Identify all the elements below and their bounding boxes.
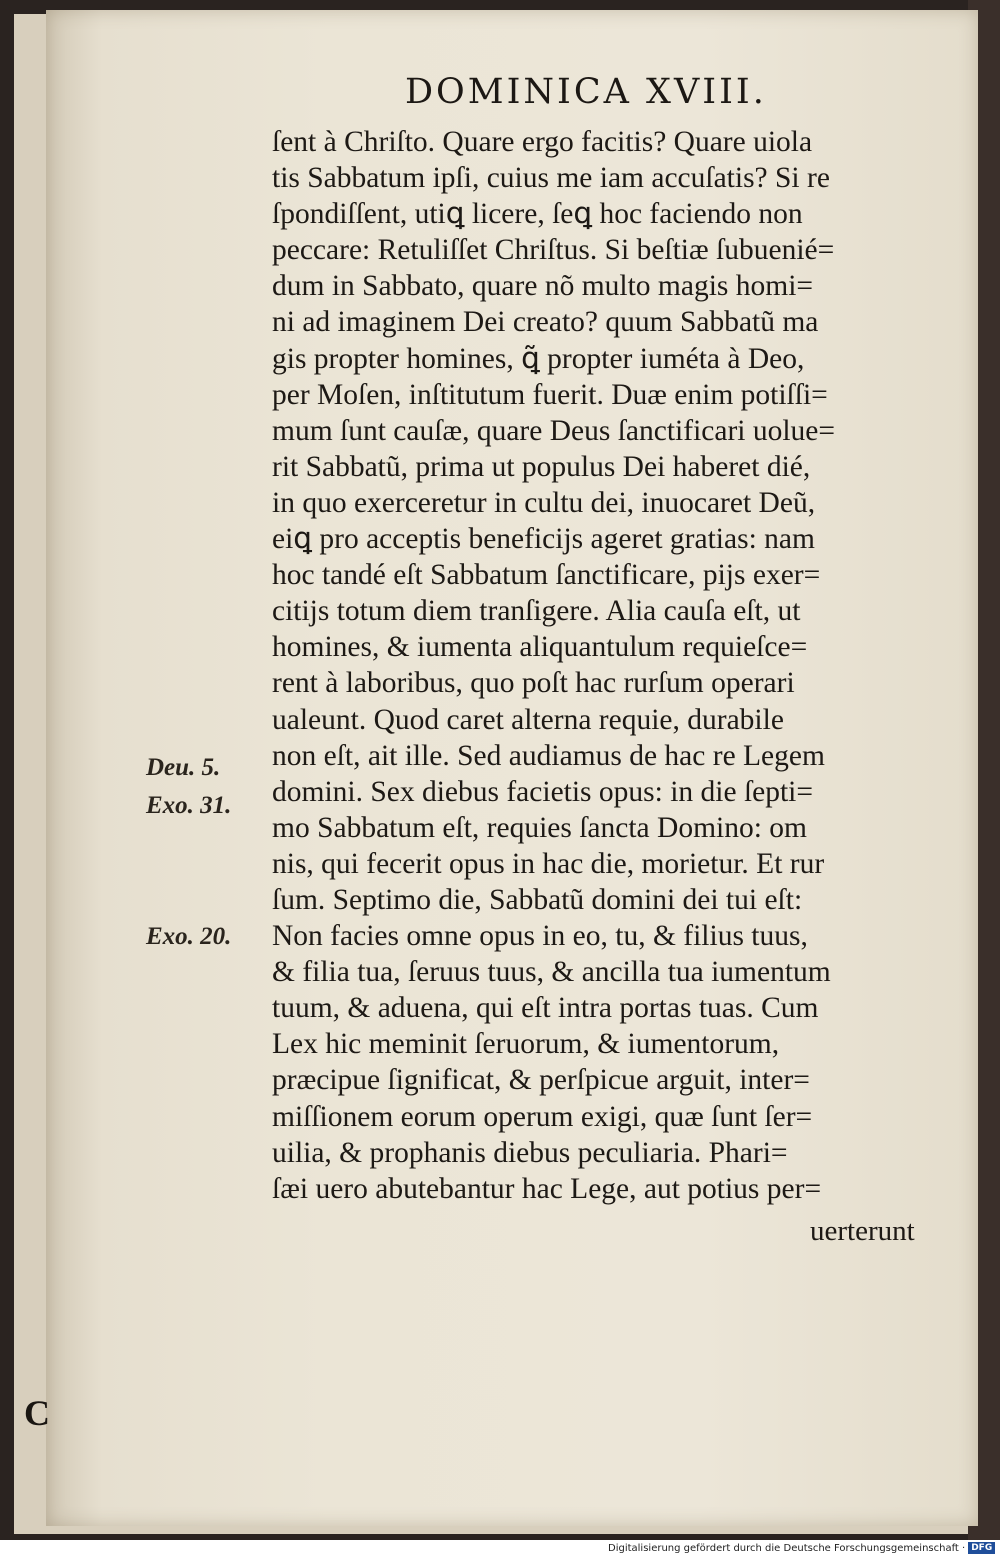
text-line: præcipue ſignificat, & perſpicue arguit, inter= (272, 1064, 810, 1097)
text-line: Non facies omne opus in eo, tu, & filius tuus, (272, 920, 808, 953)
text-line: citijs totum diem tranſigere. Alia cauſa eſt, ut (272, 595, 801, 628)
text-line: & filia tua, ſeruus tuus, & ancilla tua iumentum (272, 956, 831, 989)
text-line: mo Sabbatum eſt, requies ſancta Domino: om (272, 811, 807, 844)
text-line: rit Sabbatũ, prima ut populus Dei haberet dié, (272, 450, 811, 483)
text-line: tis Sabbatum ipſi, cuius me iam accuſatis? Si re (272, 162, 830, 195)
text-line: ſæi uero abutebantur hac Lege, aut potius per= (272, 1172, 822, 1205)
footer-credit: Digitalisierung gefördert durch die Deutsche Forschungsgemeinschaft · (608, 1543, 966, 1554)
text-line: gis propter homines, ꝗ̃ propter iuméta à Deo, (272, 342, 805, 375)
margin-note-exo-31: Exo. 31. (146, 792, 232, 819)
footer (608, 1540, 995, 1558)
text-line: per Moſen, inſtitutum fuerit. Duæ enim potiſſi= (272, 378, 828, 411)
text-line: nis, qui fecerit opus in hac die, morietur. Et rur (272, 847, 825, 880)
margin-note-deu: Deu. 5. (146, 754, 221, 781)
text-line: ualeunt. Quod caret alterna requie, durabile (272, 703, 784, 736)
text-line: Lex hic meminit ſeruorum, & iumentorum, (272, 1028, 780, 1061)
text-line: eiꝗ pro acceptis beneficijs ageret gratias: nam (272, 523, 815, 556)
page-header: DOMINICA XVIII. (405, 72, 767, 112)
text-line: homines, & iumenta aliquantulum requieſce= (272, 631, 808, 664)
dfg-logo: DFG (968, 1542, 995, 1554)
margin-note-exo-20: Exo. 20. (146, 923, 232, 950)
text-line: in quo exerceretur in cultu dei, inuocaret Deũ, (272, 486, 816, 519)
text-line: ſpondiſſent, utiꝗ licere, ſeꝗ hoc faciendo non (272, 198, 803, 231)
text-line: domini. Sex diebus facietis opus: in die ſepti= (272, 775, 814, 808)
text-line: peccare: Retuliſſet Chriſtus. Si beſtiæ ſubuenié= (272, 234, 835, 267)
body-text (272, 124, 950, 1207)
catchword: uerterunt (810, 1215, 915, 1247)
signature-mark: C (24, 1393, 50, 1433)
text-line: dum in Sabbato, quare nõ multo magis homi= (272, 270, 814, 303)
text-line: tuum, & aduena, qui eſt intra portas tuas. Cum (272, 992, 819, 1025)
text-line: non eſt, ait ille. Sed audiamus de hac re Legem (272, 739, 825, 772)
text-line: mum ſunt cauſæ, quare Deus ſanctificari uolue= (272, 414, 836, 447)
text-line: ni ad imaginem Dei creato? quum Sabbatũ ma (272, 306, 819, 339)
text-line: ſum. Septimo die, Sabbatũ domini dei tui eſt: (272, 883, 803, 916)
text-line: uilia, & prophanis diebus peculiaria. Phari= (272, 1136, 788, 1169)
text-line: hoc tandé eſt Sabbatum ſanctificare, pijs exer= (272, 559, 821, 592)
text-line: rent à laboribus, quo poſt hac rurſum operari (272, 667, 795, 700)
text-line: ſent à Chriſto. Quare ergo facitis? Quare uiola (272, 126, 813, 158)
text-line: miſſionem eorum operum exigi, quæ ſunt ſer= (272, 1100, 813, 1133)
